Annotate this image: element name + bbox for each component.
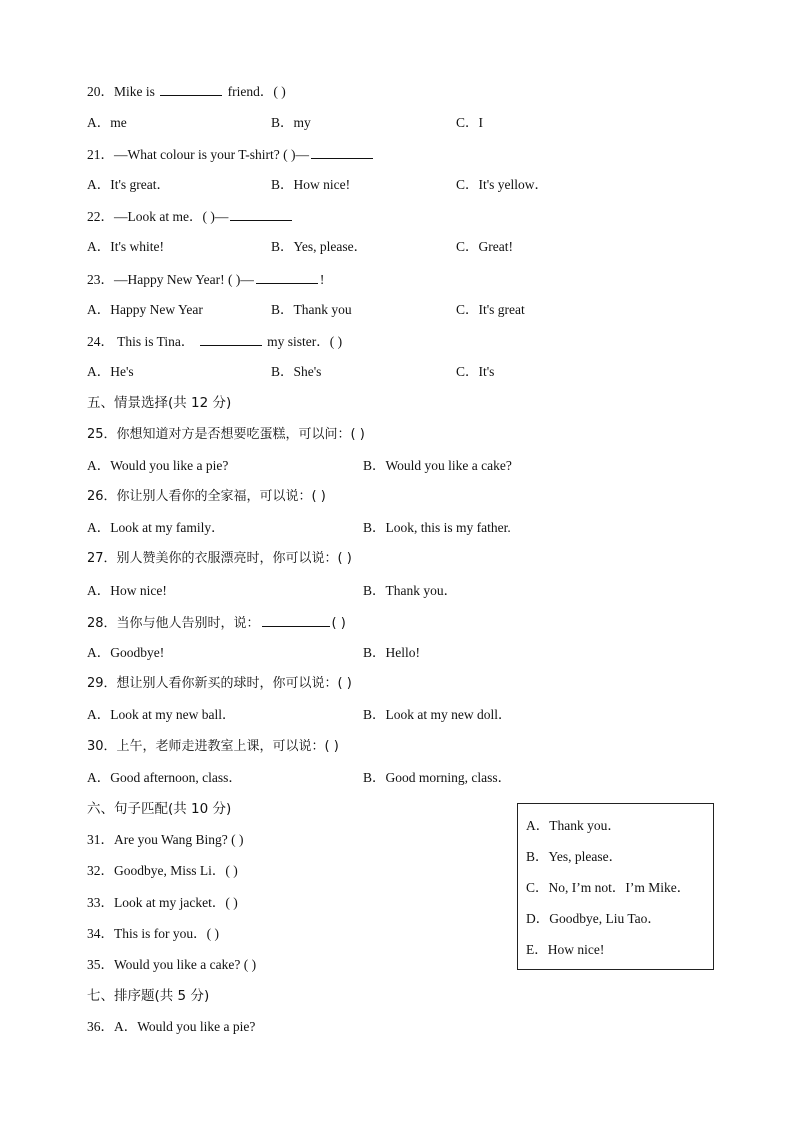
answer-blank[interactable] — [230, 206, 292, 221]
question-30: 30．上午，老师走进教室上课，可以说：( ) — [87, 739, 339, 754]
question-26: 26．你让别人看你的全家福，可以说：( ) — [87, 489, 326, 504]
q23-option-c: C．It's great — [456, 302, 525, 317]
q23-option-b: B．Thank you — [271, 302, 352, 317]
question-20 — [87, 81, 286, 101]
question-35: 35．Would you like a cake? ( ) — [87, 957, 257, 972]
q26-option-a: A．Look at my family． — [87, 520, 225, 535]
answer-blank[interactable] — [262, 612, 330, 627]
question-23-text: 23．—Happy New Year! ( )— — [87, 272, 254, 287]
answer-blank[interactable] — [160, 81, 222, 96]
section-7-heading: 七、排序题(共 5 分) — [87, 988, 210, 1004]
q22-option-b: B．Yes, please． — [271, 239, 368, 254]
question-22 — [87, 206, 294, 226]
question-24 — [87, 331, 342, 351]
matching-options-box — [517, 803, 714, 970]
q21-option-a: A．It's great． — [87, 177, 171, 192]
q29-option-a: A．Look at my new ball． — [87, 707, 236, 722]
question-20-text-end: friend．( ) — [227, 84, 286, 99]
question-28 — [87, 612, 346, 632]
question-21 — [87, 144, 375, 164]
question-28-text-end: ( ) — [331, 616, 346, 631]
q21-option-c: C．It's yellow． — [456, 177, 549, 192]
q22-option-a: A．It's white! — [87, 239, 165, 254]
match-option-b: B．Yes, please． — [526, 849, 623, 864]
q28-option-a: A．Goodbye! — [87, 645, 165, 660]
match-option-a: A．Thank you． — [526, 818, 621, 833]
answer-blank[interactable] — [311, 144, 373, 159]
q20-option-b: B．my — [271, 115, 311, 130]
q30-option-a: A．Good afternoon, class． — [87, 770, 242, 785]
question-29: 29．想让别人看你新买的球时，你可以说：( ) — [87, 676, 352, 691]
match-option-d: D．Goodbye, Liu Tao． — [526, 911, 661, 926]
q21-option-b: B．How nice! — [271, 177, 351, 192]
section-6-heading: 六、句子匹配(共 10 分) — [87, 801, 232, 817]
q25-option-a: A．Would you like a pie? — [87, 458, 229, 473]
q26-option-b: B．Look, this is my father. — [363, 520, 511, 535]
q24-option-a: A．He's — [87, 364, 134, 379]
question-21-text: 21．—What colour is your T-shirt? ( )— — [87, 147, 309, 162]
match-option-c: C．No, I’m not．I’m Mike． — [526, 880, 691, 895]
q30-option-b: B．Good morning, class． — [363, 770, 512, 785]
question-25: 25．你想知道对方是否想要吃蛋糕，可以问：( ) — [87, 427, 365, 442]
question-22-text: 22．—Look at me．( )— — [87, 209, 229, 224]
q27-option-b: B．Thank you． — [363, 583, 458, 598]
question-28-text: 28．当你与他人告别时，说： — [87, 616, 260, 631]
q20-option-a: A．me — [87, 115, 127, 130]
answer-blank[interactable] — [200, 331, 262, 346]
question-24-text-end: my sister．( ) — [267, 334, 343, 349]
q24-option-b: B．She's — [271, 364, 322, 379]
question-31: 31．Are you Wang Bing? ( ) — [87, 832, 244, 847]
question-20-text: 20．Mike is — [87, 84, 155, 99]
q25-option-b: B．Would you like a cake? — [363, 458, 512, 473]
question-32: 32．Goodbye, Miss Li．( ) — [87, 863, 238, 878]
answer-blank[interactable] — [256, 269, 318, 284]
section-5-heading: 五、情景选择(共 12 分) — [87, 395, 232, 411]
q29-option-b: B．Look at my new doll． — [363, 707, 512, 722]
q28-option-b: B．Hello! — [363, 645, 420, 660]
q20-option-c: C．I — [456, 115, 483, 130]
question-23 — [87, 269, 324, 289]
q22-option-c: C．Great! — [456, 239, 513, 254]
question-36: 36．A．Would you like a pie? — [87, 1019, 256, 1034]
question-33: 33．Look at my jacket．( ) — [87, 895, 238, 910]
question-34: 34．This is for you．( ) — [87, 926, 219, 941]
question-27: 27．别人赞美你的衣服漂亮时，你可以说：( ) — [87, 551, 352, 566]
match-option-e: E．How nice! — [526, 942, 605, 957]
question-23-text-end: ! — [319, 272, 325, 287]
q23-option-a: A．Happy New Year — [87, 302, 203, 317]
question-24-text: 24． This is Tina． — [87, 334, 195, 349]
q24-option-c: C．It's — [456, 364, 495, 379]
q27-option-a: A．How nice! — [87, 583, 167, 598]
